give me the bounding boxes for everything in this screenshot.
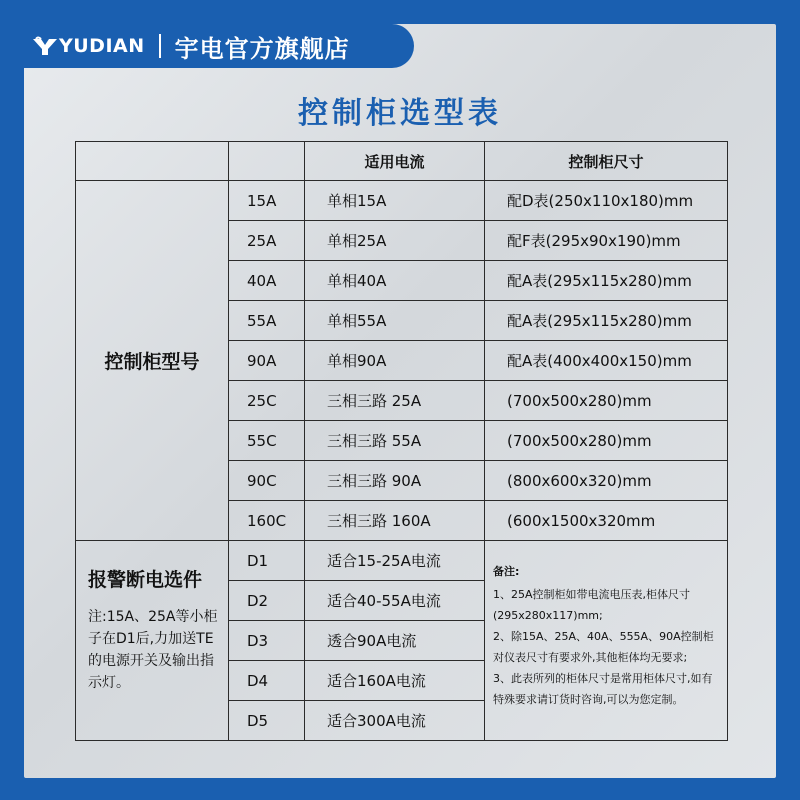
size-cell: (600x1500x320mm	[485, 501, 728, 541]
remarks-cell	[485, 541, 728, 741]
size-cell: 配F表(295x90x190)mm	[485, 221, 728, 261]
selection-table	[75, 141, 728, 741]
model-cell: D4	[229, 661, 305, 701]
model-cell: 55A	[229, 301, 305, 341]
size-cell: (700x500x280)mm	[485, 381, 728, 421]
size-cell: (800x600x320)mm	[485, 461, 728, 501]
size-cell: 配A表(295x115x280)mm	[485, 301, 728, 341]
alarm-group-cell	[76, 541, 229, 741]
model-cell: 160C	[229, 501, 305, 541]
shop-name[interactable]: 宇电官方旗舰店	[174, 34, 350, 63]
size-cell: 配A表(295x115x280)mm	[485, 261, 728, 301]
model-cell: 25A	[229, 221, 305, 261]
table-row	[76, 541, 728, 581]
size-cell: 配D表(250x110x180)mm	[485, 181, 728, 221]
header-cell-size: 控制柜尺寸	[485, 142, 728, 181]
table-header-row	[76, 142, 728, 181]
model-cell: 55C	[229, 421, 305, 461]
current-cell: 透合90A电流	[305, 621, 485, 661]
table-row	[76, 181, 728, 221]
size-cell: (700x500x280)mm	[485, 421, 728, 461]
yudian-bird-logo-icon	[32, 36, 58, 56]
page-title: 控制柜选型表	[298, 96, 502, 131]
size-cell: 配A表(400x400x150)mm	[485, 341, 728, 381]
model-cell: D3	[229, 621, 305, 661]
current-cell: 三相三路 25A	[305, 381, 485, 421]
current-cell: 三相三路 90A	[305, 461, 485, 501]
header-cell-model	[229, 142, 305, 181]
current-cell: 单相25A	[305, 221, 485, 261]
model-cell: 90A	[229, 341, 305, 381]
brand-divider	[159, 34, 161, 58]
remarks-line: 1、25A控制柜如带电流电压表,柜体尺寸(295x280x117)mm;	[493, 588, 691, 622]
model-cell: 40A	[229, 261, 305, 301]
current-cell: 单相90A	[305, 341, 485, 381]
remarks-line: 2、除15A、25A、40A、555A、90A控制柜对仪表尺寸有要求外,其他柜体均无要求;	[493, 630, 714, 664]
current-cell: 三相三路 160A	[305, 501, 485, 541]
header-cell-current: 适用电流	[305, 142, 485, 181]
alarm-group-label: 报警断电选件	[88, 569, 203, 591]
current-cell: 适合300A电流	[305, 701, 485, 741]
remarks-title: 备注:	[493, 565, 520, 578]
model-cell: 25C	[229, 381, 305, 421]
model-cell: 90C	[229, 461, 305, 501]
model-cell: 15A	[229, 181, 305, 221]
brand-bar	[0, 24, 414, 68]
current-cell: 适合40-55A电流	[305, 581, 485, 621]
current-cell: 适合15-25A电流	[305, 541, 485, 581]
model-cell: D5	[229, 701, 305, 741]
remarks-line: 3、此表所列的柜体尺寸是常用柜体尺寸,如有特殊要求请订货时咨询,可以为您定制。	[493, 672, 713, 706]
current-cell: 适合160A电流	[305, 661, 485, 701]
logo-text: YUDIAN	[59, 35, 145, 57]
brand-logo[interactable]	[32, 35, 145, 57]
current-cell: 三相三路 55A	[305, 421, 485, 461]
alarm-note: 注:15A、25A等小柜子在D1后,力加送TE的电源开关及输出指示灯。	[88, 609, 218, 691]
current-cell: 单相55A	[305, 301, 485, 341]
model-cell: D2	[229, 581, 305, 621]
cabinet-group-label: 控制柜型号	[76, 181, 229, 541]
model-cell: D1	[229, 541, 305, 581]
current-cell: 单相40A	[305, 261, 485, 301]
header-cell-group	[76, 142, 229, 181]
current-cell: 单相15A	[305, 181, 485, 221]
